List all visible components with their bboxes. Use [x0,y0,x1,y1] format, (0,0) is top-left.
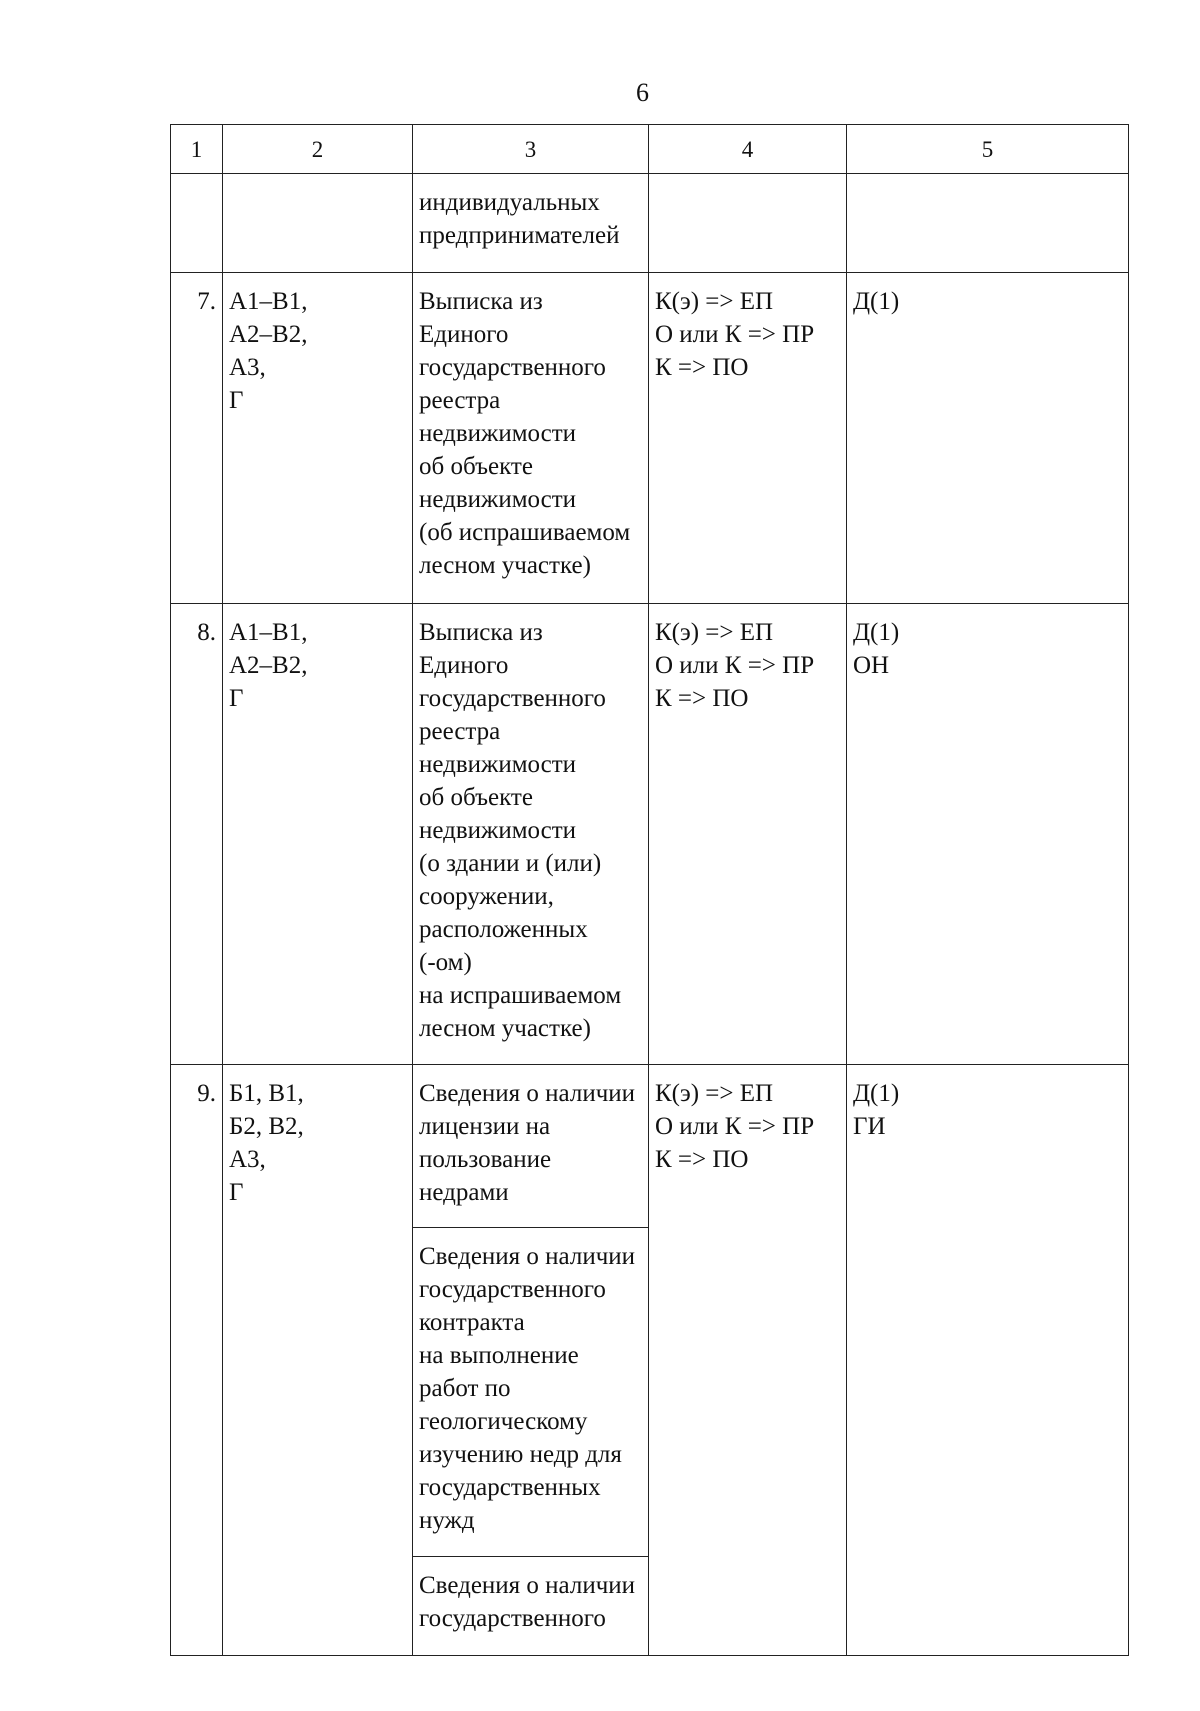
cell-line: Выписка из [419,288,543,315]
header-cell: 3 [413,125,649,174]
cell-line: К => ПО [655,1146,749,1173]
cell-line: А1–В1, [229,288,308,315]
table-row [171,1065,1129,1228]
cell-line: Сведения о наличии [419,1080,636,1107]
cell-line: Сведения о наличии [419,1572,636,1599]
cell-line: Д(1) [853,288,900,315]
method-cell [649,604,847,1065]
cell-line: сооружении, [419,883,554,910]
cell-line: К(э) => ЕП [655,288,774,315]
cell-line: контракта [419,1309,525,1336]
method-cell [649,273,847,604]
cell-line: государственного [419,1605,606,1632]
codes-cell [223,273,413,604]
cell-line: Сведения о наличии [419,1243,636,1270]
cell-line: на испрашиваемом [419,982,622,1009]
header-cell: 1 [171,125,223,174]
number-cell [171,174,223,273]
cell-line: Выписка из [419,619,543,646]
document-cell [413,1557,649,1656]
cell-line: (-ом) [419,949,472,976]
cell-line: геологическому [419,1408,588,1435]
method-cell [649,1065,847,1656]
cell-line: ГИ [853,1113,886,1140]
codes-cell [223,174,413,273]
cell-line: Д(1) [853,619,900,646]
codes-cell [223,604,413,1065]
cell-line: расположенных [419,916,588,943]
table-row [171,273,1129,604]
cell-line: Б1, В1, [229,1080,304,1107]
cell-line: работ по [419,1375,511,1402]
cell-line: А1–В1, [229,619,308,646]
number-cell: 9. [171,1065,223,1656]
cell-line: К(э) => ЕП [655,1080,774,1107]
cell-line: А3, [229,1146,266,1173]
document-cell [413,604,649,1065]
cell-line: об объекте [419,453,533,480]
cell-line: О или К => ПР [655,321,815,348]
note-cell [847,174,1129,273]
method-cell [649,174,847,273]
cell-line: Единого [419,652,509,679]
cell-line: недвижимости [419,420,577,447]
note-cell [847,604,1129,1065]
note-cell [847,1065,1129,1656]
cell-line: (о здании и (или) [419,850,602,877]
requirements-table [170,124,1129,1656]
cell-line: об объекте [419,784,533,811]
cell-line: К(э) => ЕП [655,619,774,646]
cell-line: изучению недр для [419,1441,622,1468]
cell-line: пользование [419,1146,552,1173]
codes-cell [223,1065,413,1656]
cell-line: на выполнение [419,1342,579,1369]
cell-line: недвижимости [419,751,577,778]
cell-line: А3, [229,354,266,381]
cell-line: недвижимости [419,486,577,513]
cell-line: Г [229,1179,244,1206]
document-cell [413,273,649,604]
cell-line: Б2, В2, [229,1113,304,1140]
cell-line: К => ПО [655,354,749,381]
cell-line: А2–В2, [229,652,308,679]
cell-line: государственного [419,1276,606,1303]
cell-line: реестра [419,387,501,414]
cell-line: индивидуальных [419,189,600,216]
number-cell: 8. [171,604,223,1065]
document-cell [413,174,649,273]
cell-line: предпринимателей [419,222,620,249]
note-cell [847,273,1129,604]
table-row [171,174,1129,273]
header-cell: 4 [649,125,847,174]
cell-line: (об испрашиваемом [419,519,631,546]
table-header-row [171,125,1129,174]
cell-line: О или К => ПР [655,1113,815,1140]
cell-line: А2–В2, [229,321,308,348]
header-cell: 2 [223,125,413,174]
cell-line: недвижимости [419,817,577,844]
cell-line: К => ПО [655,685,749,712]
cell-line: ОН [853,652,890,679]
cell-line: недрами [419,1179,509,1206]
number-cell: 7. [171,273,223,604]
cell-line: лицензии на [419,1113,551,1140]
cell-line: государственных [419,1474,601,1501]
header-cell: 5 [847,125,1129,174]
cell-line: реестра [419,718,501,745]
cell-line: нужд [419,1507,475,1534]
cell-line: Г [229,387,244,414]
cell-line: лесном участке) [419,1015,591,1042]
cell-line: Единого [419,321,509,348]
table-row [171,604,1129,1065]
cell-line: государственного [419,685,606,712]
document-cell [413,1065,649,1228]
cell-line: Г [229,685,244,712]
cell-line: О или К => ПР [655,652,815,679]
cell-line: лесном участке) [419,552,591,579]
cell-line: Д(1) [853,1080,900,1107]
document-cell [413,1228,649,1557]
cell-line: государственного [419,354,606,381]
